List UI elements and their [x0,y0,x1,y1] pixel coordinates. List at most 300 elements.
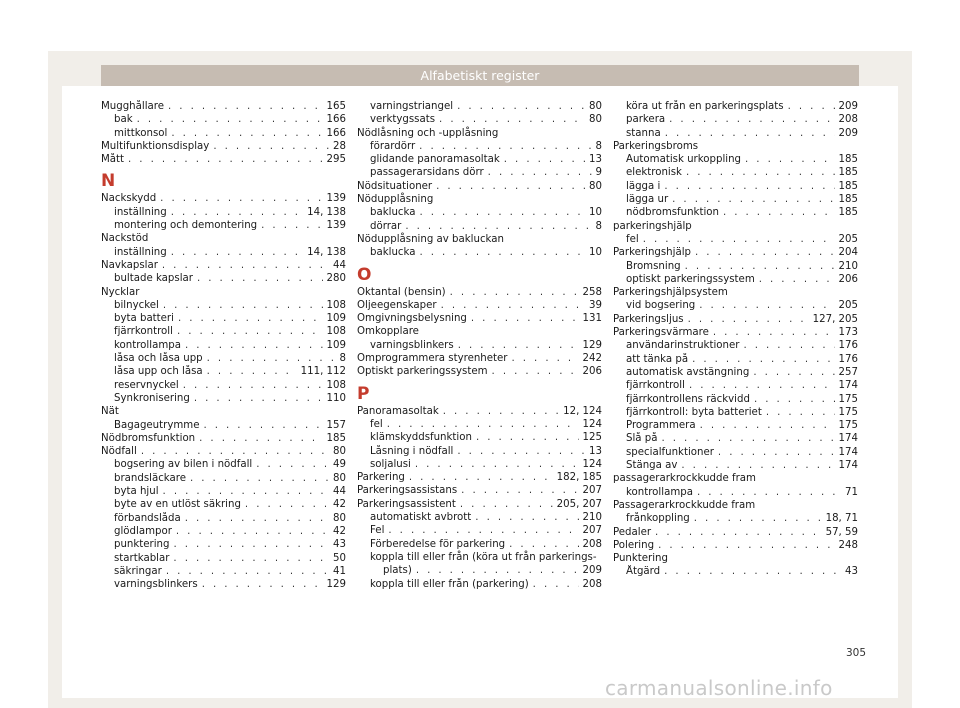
page-number: 305 [846,647,867,659]
entry-term: glödlampor [114,525,172,537]
entry-page-ref: 9 [595,167,602,179]
entry-page-ref: 295 [326,154,346,166]
dot-leader [457,100,585,113]
entry-page-ref: 80 [333,446,346,458]
entry-page-ref: 127, 205 [812,313,858,325]
entry-page-ref: 50 [333,552,346,564]
entry-term: punktering [114,539,170,551]
index-subentry [613,446,858,459]
dot-leader [163,485,329,498]
index-subentry [613,459,858,472]
index-subentry [357,418,602,431]
index-heading: Parkeringsbroms [613,140,699,152]
entry-term: inställning [114,206,167,218]
index-subentry [357,431,602,444]
dot-leader [177,325,323,338]
dot-leader [458,339,579,352]
entry-page-ref: 207 [582,485,602,497]
index-subentry [357,538,602,551]
entry-term: Parkeringsassistent [357,498,456,510]
entry-page-ref: 80 [333,472,346,484]
index-subentry [613,166,858,179]
entry-page-ref: 28 [333,140,346,152]
dot-leader [207,365,297,378]
entry-term: Omgivningsbelysning [357,313,467,325]
index-subentry [101,512,346,525]
index-heading: passagerarkrockkudde fram [613,473,756,485]
entry-page-ref: 71 [845,486,858,498]
index-heading: Nödlåsning och -upplåsning [357,127,499,139]
dot-leader [199,432,322,445]
entry-page-ref: 157 [326,419,346,431]
index-heading: Nödupplåsning av bakluckan [357,233,504,245]
dot-leader [137,113,323,126]
index-heading: Nycklar [101,286,140,298]
dot-leader [450,286,579,299]
index-subentry [101,379,346,392]
dot-leader [754,393,835,406]
dot-leader [533,578,579,591]
dot-leader [185,339,323,352]
index-heading: parkeringshjälp [613,220,692,232]
dot-leader [718,446,835,459]
entry-page-ref: 176 [838,353,858,365]
entry-term: Bromsning [626,260,681,272]
entry-page-ref: 139 [326,220,346,232]
entry-term: stanna [626,127,661,139]
dot-leader [168,100,323,113]
entry-term: klämskyddsfunktion [370,432,472,444]
dot-leader [419,246,585,259]
entry-page-ref: 80 [589,180,602,192]
entry-term: bogsering av bilen i nödfall [114,459,253,471]
dot-leader [409,471,553,484]
dot-leader [439,113,585,126]
dot-leader [766,406,835,419]
entry-term: byte av en utlöst säkring [114,499,241,511]
index-entry [357,498,602,511]
dot-leader [202,578,323,591]
index-subentry [357,166,602,179]
entry-term: förbandslåda [114,512,181,524]
dot-leader [658,539,834,552]
entry-term: Optiskt parkeringssystem [357,366,488,378]
entry-term: montering och demontering [114,220,258,232]
index-entry [101,259,346,272]
entry-term: baklucka [370,247,416,259]
entry-page-ref: 174 [838,446,858,458]
index-heading: Nät [101,406,119,418]
entry-page-ref: 205, 207 [556,498,602,510]
entry-page-ref: 42 [333,499,346,511]
dot-leader [686,166,835,179]
dot-leader [245,498,329,511]
dot-leader [419,140,591,153]
index-subentry [101,552,346,565]
entry-term: Nödsituationer [357,180,433,192]
entry-page-ref: 174 [838,460,858,472]
index-subentry [357,246,602,259]
index-heading: Passagerarkrockkudde fram [613,499,756,511]
entry-term: reservnyckel [114,379,179,391]
entry-term: låsa upp och låsa [114,366,203,378]
index-subentry [101,365,346,378]
entry-term: lägga ur [626,194,669,206]
entry-page-ref: 14, 138 [307,246,346,258]
dot-leader [405,220,591,233]
entry-term: fjärrkontroll: byta batteriet [626,406,762,418]
entry-term: Parkeringsassistans [357,485,458,497]
index-column-2 [357,100,602,591]
dot-leader [178,312,323,325]
dot-leader [387,418,579,431]
index-subentry [357,578,602,591]
entry-page-ref: 185 [838,167,858,179]
entry-term: inställning [114,246,167,258]
entry-page-ref: 8 [595,220,602,232]
index-subentry [613,299,858,312]
dot-leader [460,498,553,511]
entry-page-ref: 139 [326,193,346,205]
index-subentry [613,193,858,206]
entry-term: låsa och låsa upp [114,353,203,365]
entry-term: Mugghållare [101,101,165,112]
entry-page-ref: 210 [838,260,858,272]
entry-page-ref: 131 [582,313,602,325]
entry-term: byta hjul [114,486,159,498]
entry-term: Parkeringsvärmare [613,327,709,339]
entry-term: brandsläckare [114,472,186,484]
index-column-3 [613,100,858,579]
entry-term: fjärrkontroll [626,380,685,392]
entry-term: Slå på [626,433,658,445]
entry-page-ref: 207 [582,525,602,537]
entry-page-ref: 43 [845,566,858,578]
index-subentry [357,458,602,471]
index-subentry [613,260,858,273]
index-subentry [357,445,602,458]
index-heading: Nackstöd [101,233,149,245]
dot-leader [664,180,834,193]
index-subentry [101,299,346,312]
dot-leader [700,419,835,432]
entry-page-ref: 57, 59 [825,526,858,538]
entry-page-ref: 248 [838,539,858,551]
entry-term: startkablar [114,552,170,564]
entry-page-ref: 185 [838,207,858,219]
entry-term: köra ut från en parkeringsplats [626,101,784,112]
dot-leader [662,432,835,445]
index-subentry [613,366,858,379]
entry-term: att tänka på [626,353,689,365]
entry-term: specialfunktioner [626,446,714,458]
entry-term: Navkapslar [101,259,158,271]
index-subentry [101,472,346,485]
index-entry [357,180,602,193]
entry-page-ref: 109 [326,313,346,325]
entry-term: automatiskt avbrott [370,512,472,524]
entry-term: fjärrkontroll [114,326,173,338]
entry-term: Nackskydd [101,193,157,205]
entry-page-ref: 166 [326,114,346,126]
entry-page-ref: 10 [589,207,602,219]
dot-leader [672,193,834,206]
index-subentry [357,113,602,126]
entry-term: Panoramasoltak [357,405,439,417]
index-subentry [101,392,346,405]
dot-leader [128,153,323,166]
entry-page-ref: 174 [838,380,858,392]
entry-term: förardörr [370,140,416,152]
entry-term: kontrollampa [114,339,181,351]
index-entry [357,405,602,418]
dot-leader [457,445,585,458]
index-subentry [101,206,346,219]
dot-leader [753,366,834,379]
dot-leader [388,524,578,537]
entry-term: passagerarsidans dörr [370,167,484,179]
index-subentry [101,246,346,259]
index-subentry [357,511,602,524]
entry-page-ref: 10 [589,247,602,259]
section-letter: O [357,264,372,285]
index-heading: Nödupplåsning [357,194,434,206]
index-subentry [101,219,346,232]
entry-page-ref: 13 [589,445,602,457]
index-entry [101,432,346,445]
entry-page-ref: 80 [333,512,346,524]
index-heading: koppla till eller från (köra ut från parkerings- [370,551,597,563]
entry-term: Nödfall [101,446,137,458]
index-entry [357,312,602,325]
entry-term: optiskt parkeringssystem [626,273,755,285]
entry-page-ref: 8 [339,353,346,365]
entry-term: bak [114,114,133,126]
dot-leader [171,246,303,259]
index-subentry [357,339,602,352]
entry-term: lägga i [626,180,661,192]
dot-leader [163,299,323,312]
dot-leader [695,246,835,259]
dot-leader [197,272,323,285]
entry-page-ref: 108 [326,299,346,311]
entry-term: fel [626,233,639,245]
dot-leader [185,512,329,525]
index-heading: Punktering [613,553,668,565]
entry-page-ref: 182, 185 [556,472,602,484]
index-subentry [613,100,858,113]
entry-term: Åtgärd [626,566,661,578]
entry-term: Stänga av [626,460,678,472]
index-heading: Omkopplare [357,326,419,338]
entry-term: Fel [370,525,385,537]
index-subentry [101,565,346,578]
entry-page-ref: 185 [838,154,858,166]
index-subentry [613,406,858,419]
entry-page-ref: 44 [333,259,346,271]
dot-leader [488,166,592,179]
dot-leader [160,192,322,205]
entry-page-ref: 124 [582,418,602,430]
dot-leader [689,379,835,392]
entry-page-ref: 44 [333,486,346,498]
index-subentry [613,393,858,406]
entry-page-ref: 49 [333,459,346,471]
entry-page-ref: 175 [838,406,858,418]
entry-term: dörrar [370,220,402,232]
dot-leader [713,326,835,339]
dot-leader [492,365,579,378]
index-entry [101,140,346,153]
entry-page-ref: 165 [326,101,346,112]
index-subentry [357,220,602,233]
dot-leader [141,445,329,458]
entry-page-ref: 12, 124 [563,405,602,417]
entry-page-ref: 80 [589,101,602,112]
entry-page-ref: 41 [333,565,346,577]
entry-page-ref: 108 [326,379,346,391]
dot-leader [665,127,835,140]
entry-page-ref: 206 [838,273,858,285]
entry-term: bultade kapslar [114,273,193,285]
entry-term: Programmera [626,420,696,432]
entry-page-ref: 43 [333,539,346,551]
entry-term: Oljeegenskaper [357,299,437,311]
index-subentry [101,113,346,126]
dot-leader [743,339,834,352]
dot-leader [476,431,579,444]
entry-page-ref: 208 [582,538,602,550]
entry-page-ref: 109 [326,339,346,351]
entry-page-ref: 129 [582,339,602,351]
entry-term: parkera [626,114,666,126]
entry-term: frånkoppling [626,513,690,525]
dot-leader [261,219,322,232]
entry-page-ref: 185 [838,180,858,192]
entry-term: mittkonsol [114,127,168,139]
dot-leader [745,153,835,166]
index-heading: Parkeringshjälpsystem [613,287,728,299]
dot-leader [162,259,329,272]
index-subentry [613,180,858,193]
entry-term: soljalusi [370,458,411,470]
entry-page-ref: 209 [838,101,858,112]
dot-leader [441,299,585,312]
entry-page-ref: 208 [582,578,602,590]
index-entry [101,192,346,205]
index-entry [357,484,602,497]
section-letter: P [357,383,370,404]
index-entry [357,365,602,378]
entry-term: vid bogsering [626,300,696,312]
index-subentry [613,206,858,219]
entry-page-ref: 175 [838,393,858,405]
entry-page-ref: 258 [582,286,602,298]
entry-term: Förberedelse för parkering [370,538,506,550]
dot-leader [203,419,322,432]
index-subentry [101,419,346,432]
entry-term: verktygssats [370,114,436,126]
entry-page-ref: 166 [326,127,346,139]
index-subentry [613,432,858,445]
dot-leader [415,458,579,471]
entry-page-ref: 205 [838,233,858,245]
index-subentry [613,233,858,246]
dot-leader [759,273,835,286]
entry-page-ref: 242 [582,353,602,365]
dot-leader [171,206,303,219]
dot-leader [419,206,585,219]
entry-page-ref: 124 [582,458,602,470]
entry-page-ref: 129 [326,579,346,591]
entry-term: användarinstruktioner [626,340,740,352]
dot-leader [256,458,329,471]
entry-term: Låsning i nödfall [370,445,454,457]
entry-page-ref: 108 [326,326,346,338]
index-entry [357,352,602,365]
entry-term: Nödbromsfunktion [101,432,196,444]
entry-term: Parkering [357,472,405,484]
dot-leader [194,392,323,405]
entry-page-ref: 208 [838,114,858,126]
entry-term: Parkeringshjälp [613,247,691,259]
index-entry [613,246,858,259]
entry-page-ref: 204 [838,247,858,259]
entry-term: automatisk avstängning [626,366,750,378]
index-subentry [613,565,858,578]
dot-leader [416,564,579,577]
entry-page-ref: 206 [582,366,602,378]
dot-leader [699,299,834,312]
index-entry [101,445,346,458]
entry-term: Mått [101,154,125,166]
index-subentry [357,140,602,153]
dot-leader [173,552,329,565]
entry-page-ref: 205 [838,300,858,312]
index-subentry [357,564,602,577]
dot-leader [213,140,329,153]
dot-leader [190,472,329,485]
index-subentry [101,538,346,551]
dot-leader [509,538,578,551]
index-subentry [613,379,858,392]
index-subentry [101,352,346,365]
index-entry [613,526,858,539]
entry-page-ref: 257 [838,366,858,378]
dot-leader [692,353,834,366]
index-subentry [101,498,346,511]
entry-term: säkringar [114,565,162,577]
entry-page-ref: 176 [838,340,858,352]
entry-page-ref: 209 [838,127,858,139]
index-entry [101,153,346,166]
entry-term: koppla till eller från (parkering) [370,578,529,590]
dot-leader [669,113,834,126]
dot-leader [461,484,578,497]
index-subentry [101,312,346,325]
dot-leader [207,352,336,365]
entry-term: Omprogrammera styrenheter [357,353,508,365]
entry-page-ref: 8 [595,140,602,152]
index-entry [357,286,602,299]
index-column-1 [101,100,346,591]
page-header: Alfabetiskt register [101,65,859,86]
entry-page-ref: 110 [326,392,346,404]
entry-term: plats) [383,565,412,577]
dot-leader [688,313,809,326]
entry-term: byta batteri [114,313,174,325]
dot-leader [171,127,322,140]
